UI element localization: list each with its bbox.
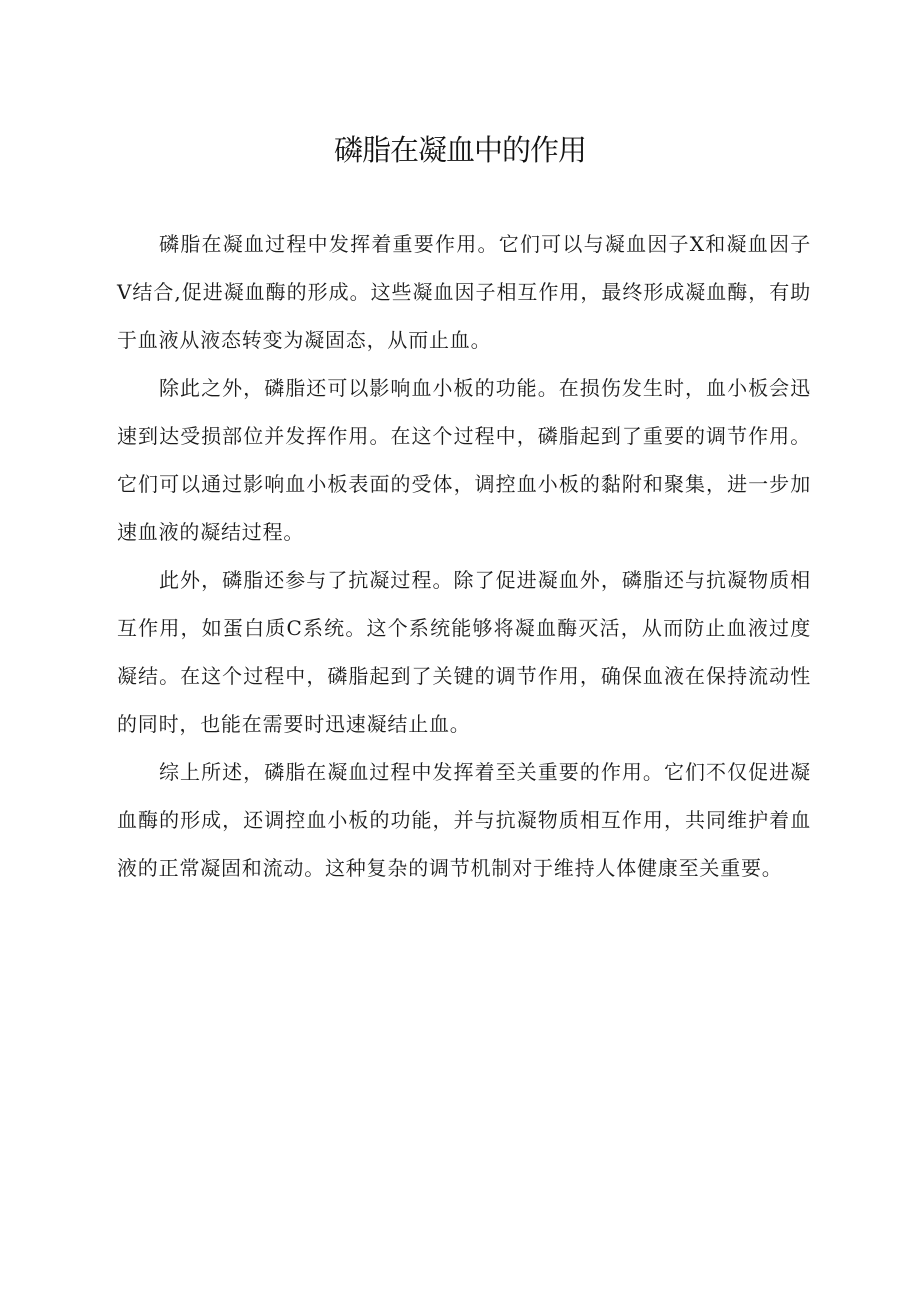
paragraph-3: 此外，磷脂还参与了抗凝过程。除了促进凝血外，磷脂还与抗凝物质相互作用，如蛋白质C系统。这个系统能够将凝血酶灭活，从而防止血液过度凝结。在这个过程中，磷脂起到了关键的调节作用，确保血液在保持流动性的同时，也能在需要时迅速凝结止血。	[117, 568, 811, 736]
paragraph-2: 除此之外，磷脂还可以影响血小板的功能。在损伤发生时，血小板会迅速到达受损部位并发挥作用。在这个过程中，磷脂起到了重要的调节作用。它们可以通过影响血小板表面的受体，调控血小板的黏附和聚集，进一步加速血液的凝结过程。	[117, 376, 811, 544]
paragraph-4: 综上所述，磷脂在凝血过程中发挥着至关重要的作用。它们不仅促进凝血酶的形成，还调控血小板的功能，并与抗凝物质相互作用，共同维护着血液的正常凝固和流动。这种复杂的调节机制对于维持人体健康至关重要。	[117, 760, 811, 880]
document-body	[117, 220, 811, 892]
document-title: 磷脂在凝血中的作用	[333, 133, 586, 167]
paragraph-1: 磷脂在凝血过程中发挥着重要作用。它们可以与凝血因子X和凝血因子V结合,促进凝血酶的形成。这些凝血因子相互作用，最终形成凝血酶，有助于血液从液态转变为凝固态，从而止血。	[117, 232, 811, 352]
